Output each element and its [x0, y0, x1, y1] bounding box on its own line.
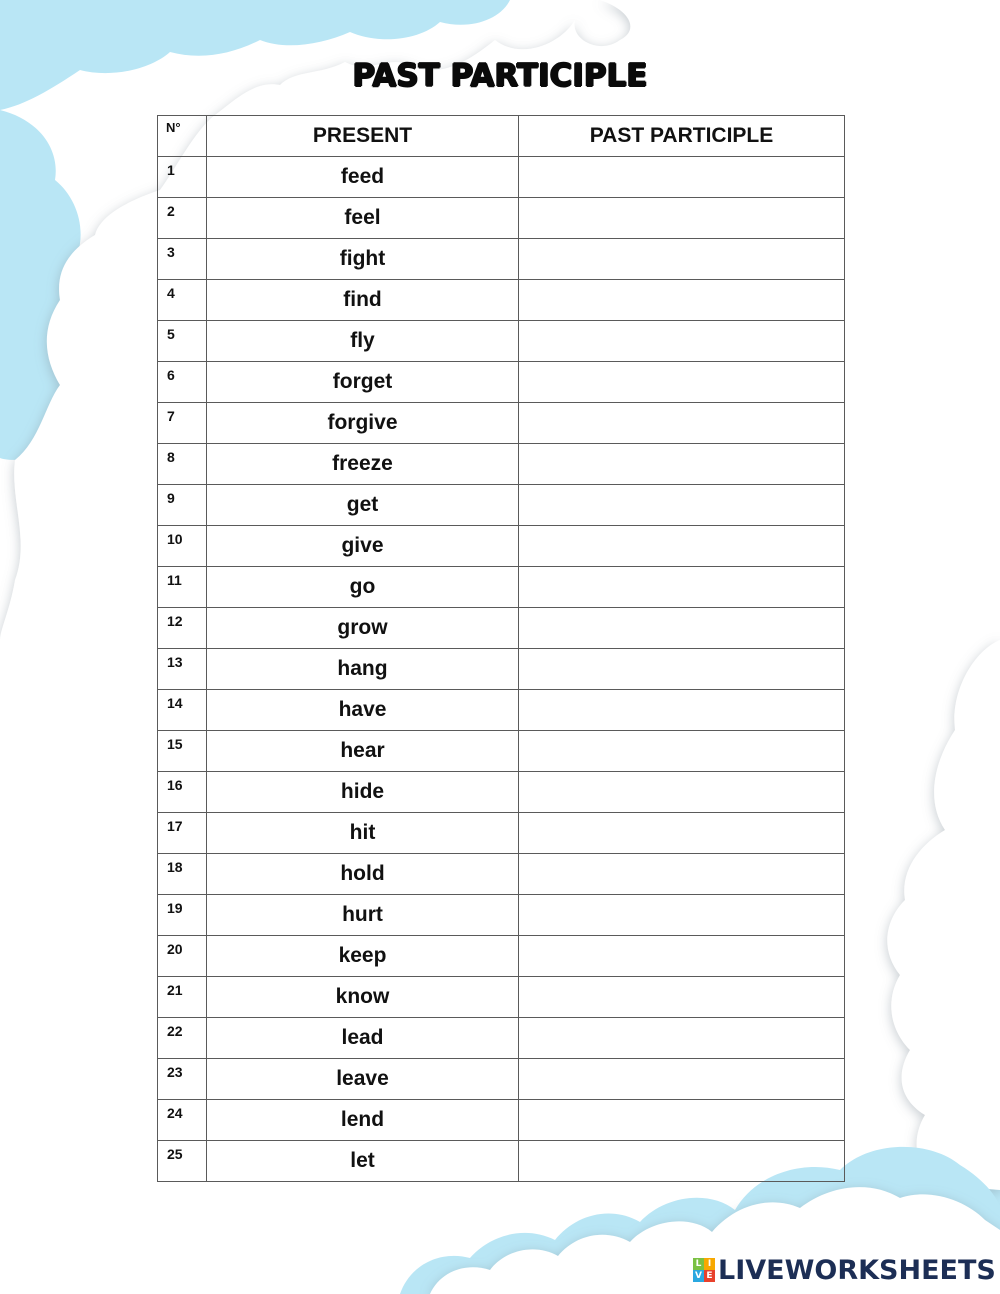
- answer-cell[interactable]: [519, 1059, 845, 1100]
- mark-letter: V: [693, 1270, 704, 1282]
- row-number: 3: [158, 239, 207, 280]
- row-number: 13: [158, 649, 207, 690]
- past-participle-input[interactable]: [519, 813, 844, 853]
- liveworksheets-mark-icon: [693, 1258, 715, 1282]
- present-verb: know: [207, 977, 519, 1018]
- past-participle-input[interactable]: [519, 649, 844, 689]
- past-participle-input[interactable]: [519, 731, 844, 771]
- table-row: [158, 362, 845, 403]
- table-row: [158, 813, 845, 854]
- past-participle-input[interactable]: [519, 895, 844, 935]
- present-verb: hurt: [207, 895, 519, 936]
- answer-cell[interactable]: [519, 280, 845, 321]
- past-participle-input[interactable]: [519, 403, 844, 443]
- table-row: [158, 936, 845, 977]
- past-participle-input[interactable]: [519, 321, 844, 361]
- past-participle-input[interactable]: [519, 608, 844, 648]
- answer-cell[interactable]: [519, 362, 845, 403]
- past-participle-input[interactable]: [519, 1100, 844, 1140]
- answer-cell[interactable]: [519, 526, 845, 567]
- mark-letter: I: [704, 1258, 715, 1270]
- past-participle-input[interactable]: [519, 1018, 844, 1058]
- table-row: [158, 1141, 845, 1182]
- past-participle-input[interactable]: [519, 1059, 844, 1099]
- present-verb: hide: [207, 772, 519, 813]
- answer-cell[interactable]: [519, 854, 845, 895]
- table-row: [158, 649, 845, 690]
- table-row: [158, 526, 845, 567]
- answer-cell[interactable]: [519, 1141, 845, 1182]
- past-participle-input[interactable]: [519, 157, 844, 197]
- present-verb: let: [207, 1141, 519, 1182]
- verb-table: [157, 115, 845, 1182]
- table-row: [158, 485, 845, 526]
- answer-cell[interactable]: [519, 772, 845, 813]
- page-title: PAST PARTICIPLE: [352, 58, 648, 94]
- past-participle-input[interactable]: [519, 362, 844, 402]
- present-verb: grow: [207, 608, 519, 649]
- answer-cell[interactable]: [519, 239, 845, 280]
- row-number: 18: [158, 854, 207, 895]
- table-row: [158, 731, 845, 772]
- logo-text: LIVEWORKSHEETS: [718, 1254, 996, 1286]
- table-header-row: [158, 116, 845, 157]
- present-verb: hang: [207, 649, 519, 690]
- table-row: [158, 895, 845, 936]
- present-verb: leave: [207, 1059, 519, 1100]
- past-participle-input[interactable]: [519, 936, 844, 976]
- row-number: 16: [158, 772, 207, 813]
- row-number: 2: [158, 198, 207, 239]
- table-row: [158, 567, 845, 608]
- table-row: [158, 403, 845, 444]
- mark-letter: E: [704, 1270, 715, 1282]
- mark-letter: L: [693, 1258, 704, 1270]
- row-number: 20: [158, 936, 207, 977]
- table-row: [158, 1018, 845, 1059]
- present-verb: have: [207, 690, 519, 731]
- past-participle-input[interactable]: [519, 485, 844, 525]
- row-number: 25: [158, 1141, 207, 1182]
- present-verb: get: [207, 485, 519, 526]
- answer-cell[interactable]: [519, 731, 845, 772]
- answer-cell[interactable]: [519, 813, 845, 854]
- past-participle-input[interactable]: [519, 280, 844, 320]
- table-row: [158, 157, 845, 198]
- present-verb: hit: [207, 813, 519, 854]
- table-row: [158, 772, 845, 813]
- header-past-participle: PAST PARTICIPLE: [519, 116, 845, 157]
- table-row: [158, 280, 845, 321]
- answer-cell[interactable]: [519, 157, 845, 198]
- table-row: [158, 239, 845, 280]
- row-number: 8: [158, 444, 207, 485]
- table-row: [158, 854, 845, 895]
- present-verb: feel: [207, 198, 519, 239]
- row-number: 22: [158, 1018, 207, 1059]
- row-number: 7: [158, 403, 207, 444]
- table-row: [158, 608, 845, 649]
- answer-cell[interactable]: [519, 198, 845, 239]
- present-verb: lend: [207, 1100, 519, 1141]
- answer-cell[interactable]: [519, 567, 845, 608]
- table-body: [158, 157, 845, 1182]
- present-verb: freeze: [207, 444, 519, 485]
- answer-cell[interactable]: [519, 1018, 845, 1059]
- answer-cell[interactable]: [519, 485, 845, 526]
- present-verb: fly: [207, 321, 519, 362]
- row-number: 5: [158, 321, 207, 362]
- row-number: 10: [158, 526, 207, 567]
- row-number: 21: [158, 977, 207, 1018]
- row-number: 17: [158, 813, 207, 854]
- table-row: [158, 444, 845, 485]
- past-participle-input[interactable]: [519, 854, 844, 894]
- past-participle-input[interactable]: [519, 239, 844, 279]
- past-participle-input[interactable]: [519, 977, 844, 1017]
- present-verb: find: [207, 280, 519, 321]
- answer-cell[interactable]: [519, 649, 845, 690]
- past-participle-input[interactable]: [519, 1141, 844, 1181]
- present-verb: keep: [207, 936, 519, 977]
- table-row: [158, 1059, 845, 1100]
- answer-cell[interactable]: [519, 403, 845, 444]
- row-number: 15: [158, 731, 207, 772]
- table-row: [158, 977, 845, 1018]
- row-number: 23: [158, 1059, 207, 1100]
- row-number: 1: [158, 157, 207, 198]
- present-verb: hold: [207, 854, 519, 895]
- row-number: 12: [158, 608, 207, 649]
- row-number: 11: [158, 567, 207, 608]
- answer-cell[interactable]: [519, 608, 845, 649]
- row-number: 24: [158, 1100, 207, 1141]
- present-verb: forget: [207, 362, 519, 403]
- table-row: [158, 321, 845, 362]
- header-number: N°: [158, 116, 207, 157]
- table-row: [158, 690, 845, 731]
- present-verb: lead: [207, 1018, 519, 1059]
- present-verb: forgive: [207, 403, 519, 444]
- answer-cell[interactable]: [519, 895, 845, 936]
- answer-cell[interactable]: [519, 321, 845, 362]
- present-verb: fight: [207, 239, 519, 280]
- table-row: [158, 1100, 845, 1141]
- header-present: PRESENT: [207, 116, 519, 157]
- past-participle-input[interactable]: [519, 567, 844, 607]
- liveworksheets-logo: [693, 1254, 996, 1286]
- present-verb: feed: [207, 157, 519, 198]
- answer-cell[interactable]: [519, 936, 845, 977]
- past-participle-input[interactable]: [519, 444, 844, 484]
- present-verb: go: [207, 567, 519, 608]
- row-number: 6: [158, 362, 207, 403]
- answer-cell[interactable]: [519, 444, 845, 485]
- answer-cell[interactable]: [519, 690, 845, 731]
- row-number: 4: [158, 280, 207, 321]
- answer-cell[interactable]: [519, 977, 845, 1018]
- past-participle-input[interactable]: [519, 772, 844, 812]
- answer-cell[interactable]: [519, 1100, 845, 1141]
- table-row: [158, 198, 845, 239]
- past-participle-input[interactable]: [519, 198, 844, 238]
- row-number: 9: [158, 485, 207, 526]
- row-number: 19: [158, 895, 207, 936]
- present-verb: give: [207, 526, 519, 567]
- past-participle-input[interactable]: [519, 690, 844, 730]
- row-number: 14: [158, 690, 207, 731]
- past-participle-input[interactable]: [519, 526, 844, 566]
- present-verb: hear: [207, 731, 519, 772]
